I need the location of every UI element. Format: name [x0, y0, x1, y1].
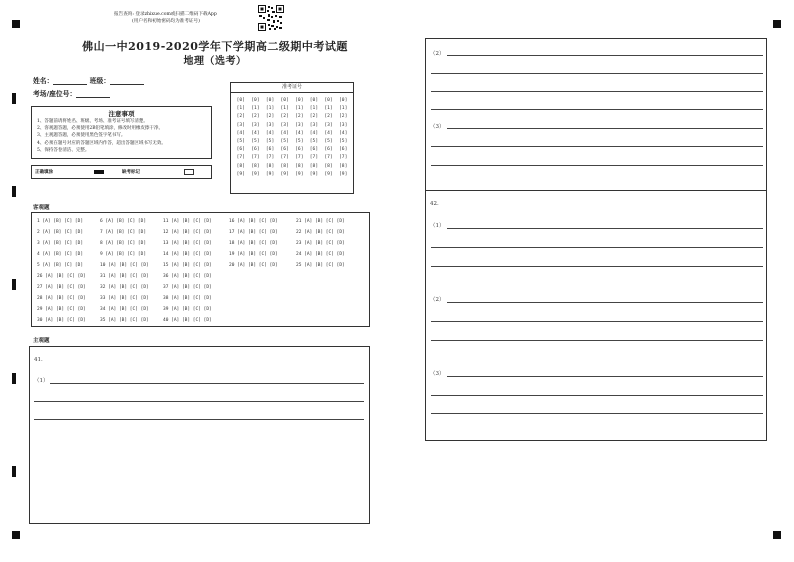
admission-digit-bubble[interactable]: [5] — [295, 139, 304, 145]
admission-digit-bubble[interactable]: [0] — [236, 98, 245, 103]
objective-section-label: 客观题 — [33, 205, 50, 211]
mc-question-row[interactable]: 21 [A] [B] [C] [D] — [296, 219, 345, 224]
admission-digit-bubble[interactable]: [1] — [324, 106, 333, 112]
admission-digit-bubble[interactable]: [8] — [236, 163, 245, 169]
mc-question-row[interactable]: 25 [A] [B] [C] [D] — [296, 263, 345, 268]
answer-line[interactable] — [447, 55, 763, 56]
name-label: 姓名： — [33, 77, 54, 85]
mc-question-row[interactable]: 36 [A] [B] [C] [D] — [163, 274, 212, 279]
mc-question-row[interactable]: 29 [A] [B] [C] [D] — [37, 307, 86, 312]
q41-part3-label: （3） — [430, 124, 445, 130]
notice-title: 注意事项 — [108, 110, 135, 118]
answer-line[interactable] — [447, 302, 763, 303]
admission-digit-bubble[interactable]: [5] — [339, 139, 348, 145]
exam-title: 佛山一中2019-2020学年下学期高二级期中考试题 — [82, 40, 348, 53]
answer-line[interactable] — [431, 247, 763, 248]
q41-continued-box[interactable] — [425, 38, 767, 191]
side-mark — [12, 186, 16, 197]
correct-fill-label: 正确填涂 — [35, 170, 53, 175]
admission-digit-bubble[interactable]: [0] — [339, 98, 348, 103]
admission-digit-bubble[interactable]: [5] — [265, 139, 275, 145]
score-query-sub: (用户名和初始密码均为准考证号) — [132, 19, 200, 24]
admission-digit-bubble[interactable]: [0] — [265, 98, 275, 103]
admission-digit-bubble[interactable]: [4] — [236, 130, 245, 136]
q42-part2-label: （2） — [430, 297, 445, 303]
admission-digit-bubble[interactable]: [5] — [251, 139, 260, 145]
admission-number-box — [230, 82, 354, 194]
admission-digit-bubble[interactable]: [8] — [251, 163, 260, 169]
admission-digit-bubble[interactable]: [4] — [309, 130, 319, 136]
admission-digit-bubble[interactable]: [8] — [295, 163, 304, 169]
side-mark — [12, 93, 16, 104]
admission-digit-bubble[interactable]: [8] — [265, 163, 275, 169]
q41-answer-box[interactable] — [29, 346, 370, 524]
admission-digit-bubble[interactable]: [0] — [280, 98, 289, 103]
objective-answer-box — [31, 212, 370, 327]
mc-question-row[interactable]: 37 [A] [B] [C] [D] — [163, 285, 212, 290]
admission-digit-bubble[interactable]: [9] — [280, 171, 289, 177]
admission-digit-grid[interactable] — [231, 93, 353, 178]
mc-question-row[interactable]: 5 [A] [B] [C] [D] — [37, 263, 84, 268]
mc-question-row[interactable]: 28 [A] [B] [C] [D] — [37, 296, 86, 301]
mc-question-row[interactable]: 31 [A] [B] [C] [D] — [100, 274, 149, 279]
admission-digit-bubble[interactable]: [6] — [236, 147, 245, 153]
corner-mark — [12, 531, 20, 539]
q42-answer-box[interactable] — [425, 190, 767, 441]
mc-question-row[interactable]: 14 [A] [B] [C] [D] — [163, 252, 212, 257]
admission-digit-bubble[interactable]: [5] — [324, 139, 333, 145]
mc-question-row[interactable]: 16 [A] [B] [C] [D] — [229, 219, 278, 224]
admission-digit-bubble[interactable]: [3] — [339, 122, 348, 128]
mc-question-row[interactable]: 39 [A] [B] [C] [D] — [163, 307, 212, 312]
mc-question-row[interactable]: 26 [A] [B] [C] [D] — [37, 274, 86, 279]
exam-subtitle: 地理（选考） — [183, 56, 247, 67]
admission-digit-bubble[interactable]: [2] — [309, 114, 319, 120]
admission-digit-bubble[interactable]: [1] — [339, 106, 348, 112]
q41-number: 41. — [34, 357, 43, 363]
admission-digit-bubble[interactable]: [9] — [324, 171, 333, 177]
mc-question-row[interactable]: 9 [A] [B] [C] [D] — [100, 252, 147, 257]
admission-digit-bubble[interactable]: [3] — [236, 122, 245, 128]
notice-item: 2、客观题答题，必须使用2B铅笔填涂，修改时用橡皮擦干净。 — [37, 126, 164, 132]
notice-box — [31, 106, 212, 159]
admission-digit-bubble[interactable]: [2] — [324, 114, 333, 120]
admission-digit-bubble[interactable]: [6] — [265, 147, 275, 153]
admission-digit-bubble[interactable]: [2] — [251, 114, 260, 120]
mc-question-row[interactable]: 22 [A] [B] [C] [D] — [296, 230, 345, 235]
admission-digit-bubble[interactable]: [1] — [295, 106, 304, 112]
admission-digit-bubble[interactable]: [1] — [280, 106, 289, 112]
mc-question-row[interactable]: 4 [A] [B] [C] [D] — [37, 252, 84, 257]
answer-line[interactable] — [50, 383, 364, 384]
admission-digit-bubble[interactable]: [6] — [324, 147, 333, 153]
admission-digit-bubble[interactable]: [4] — [295, 130, 304, 136]
absent-mark-box[interactable] — [184, 169, 194, 175]
mc-question-row[interactable]: 23 [A] [B] [C] [D] — [296, 241, 345, 246]
admission-digit-bubble[interactable]: [0] — [324, 98, 333, 103]
admission-digit-bubble[interactable]: [7] — [251, 155, 260, 161]
mc-question-row[interactable]: 35 [A] [B] [C] [D] — [100, 318, 149, 323]
admission-digit-bubble[interactable]: [8] — [280, 163, 289, 169]
mc-question-row[interactable]: 32 [A] [B] [C] [D] — [100, 285, 149, 290]
seat-label: 考场/座位号： — [33, 90, 77, 98]
notice-item: 4、必须在题号对应的答题区域内作答，超出答题区域书写无效。 — [37, 140, 166, 146]
admission-digit-bubble[interactable]: [4] — [324, 130, 333, 136]
admission-digit-bubble[interactable]: [7] — [236, 155, 245, 161]
answer-line[interactable] — [431, 73, 763, 74]
answer-line[interactable] — [431, 413, 763, 414]
admission-digit-bubble[interactable]: [3] — [280, 122, 289, 128]
admission-digit-bubble[interactable]: [6] — [295, 147, 304, 153]
side-mark — [12, 279, 16, 290]
score-query-line: 报告查询: 登录zhixue.com或扫描二维码下载App — [114, 12, 217, 17]
admission-digit-bubble[interactable]: [9] — [295, 171, 304, 177]
fill-sample-box — [31, 165, 212, 179]
admission-digit-bubble[interactable]: [5] — [309, 139, 319, 145]
mc-question-row[interactable]: 1 [A] [B] [C] [D] — [37, 219, 84, 224]
admission-digit-bubble[interactable]: [1] — [309, 106, 319, 112]
answer-line[interactable] — [431, 146, 763, 147]
answer-line[interactable] — [34, 401, 364, 402]
admission-digit-bubble[interactable]: [3] — [251, 122, 260, 128]
admission-digit-bubble[interactable]: [6] — [339, 147, 348, 153]
seat-field[interactable] — [33, 88, 110, 98]
admission-digit-bubble[interactable]: [6] — [309, 147, 319, 153]
mc-question-row[interactable]: 12 [A] [B] [C] [D] — [163, 230, 212, 235]
admission-digit-bubble[interactable]: [9] — [339, 171, 348, 177]
mc-question-row[interactable]: 15 [A] [B] [C] [D] — [163, 263, 212, 268]
side-mark — [12, 466, 16, 477]
answer-line[interactable] — [431, 340, 763, 341]
admission-digit-bubble[interactable]: [3] — [265, 122, 275, 128]
corner-mark — [12, 20, 20, 28]
mc-question-row[interactable]: 20 [A] [B] [C] [D] — [229, 263, 278, 268]
admission-digit-bubble[interactable]: [9] — [236, 171, 245, 177]
admission-digit-bubble[interactable]: [8] — [324, 163, 333, 169]
answer-line[interactable] — [431, 165, 763, 166]
notice-item: 1、答题前请将姓名、班级、考场、准考证号填写清楚。 — [37, 119, 148, 124]
q42-part3-label: （3） — [430, 371, 445, 377]
mc-question-row[interactable]: 17 [A] [B] [C] [D] — [229, 230, 278, 235]
admission-digit-bubble[interactable]: [2] — [339, 114, 348, 120]
admission-digit-bubble[interactable]: [9] — [251, 171, 260, 177]
mc-question-row[interactable]: 40 [A] [B] [C] [D] — [163, 318, 212, 323]
admission-digit-bubble[interactable]: [7] — [265, 155, 275, 161]
admission-title: 准考证号 — [231, 83, 353, 93]
admission-digit-bubble[interactable]: [3] — [309, 122, 319, 128]
admission-digit-bubble[interactable]: [1] — [265, 106, 275, 112]
admission-digit-bubble[interactable]: [3] — [324, 122, 333, 128]
mc-question-row[interactable]: 2 [A] [B] [C] [D] — [37, 230, 84, 235]
mc-question-row[interactable]: 33 [A] [B] [C] [D] — [100, 296, 149, 301]
admission-digit-bubble[interactable]: [2] — [265, 114, 275, 120]
admission-digit-bubble[interactable]: [8] — [339, 163, 348, 169]
q42-part1-label: （1） — [430, 223, 445, 229]
admission-digit-bubble[interactable]: [4] — [280, 130, 289, 136]
name-field[interactable] — [33, 75, 144, 85]
admission-digit-bubble[interactable]: [4] — [251, 130, 260, 136]
mc-question-row[interactable]: 27 [A] [B] [C] [D] — [37, 285, 86, 290]
subjective-section-label: 主观题 — [33, 338, 50, 344]
answer-line[interactable] — [447, 228, 763, 229]
admission-digit-bubble[interactable]: [2] — [295, 114, 304, 120]
admission-digit-bubble[interactable]: [6] — [251, 147, 260, 153]
admission-digit-bubble[interactable]: [2] — [236, 114, 245, 120]
admission-digit-bubble[interactable]: [3] — [295, 122, 304, 128]
answer-line[interactable] — [431, 395, 763, 396]
answer-line[interactable] — [431, 109, 763, 110]
mc-question-row[interactable]: 19 [A] [B] [C] [D] — [229, 252, 278, 257]
side-mark — [12, 373, 16, 384]
admission-digit-bubble[interactable]: [6] — [280, 147, 289, 153]
absent-mark-label: 缺考标记 — [122, 170, 140, 175]
answer-line[interactable] — [431, 91, 763, 92]
admission-digit-bubble[interactable]: [1] — [236, 106, 245, 112]
answer-line[interactable] — [431, 266, 763, 267]
admission-digit-bubble[interactable]: [1] — [251, 106, 260, 112]
mc-question-row[interactable]: 30 [A] [B] [C] [D] — [37, 318, 86, 323]
q41-part2-label: （2） — [430, 51, 445, 57]
admission-digit-bubble[interactable]: [2] — [280, 114, 289, 120]
admission-digit-bubble[interactable]: [7] — [280, 155, 289, 161]
admission-digit-bubble[interactable]: [7] — [309, 155, 319, 161]
q42-number: 42. — [430, 201, 439, 207]
class-label: 班级： — [89, 77, 111, 85]
admission-digit-bubble[interactable]: [7] — [295, 155, 304, 161]
admission-digit-bubble[interactable]: [4] — [339, 130, 348, 136]
mc-question-row[interactable]: 10 [A] [B] [C] [D] — [100, 263, 149, 268]
admission-digit-bubble[interactable]: [9] — [309, 171, 319, 177]
mc-question-row[interactable]: 3 [A] [B] [C] [D] — [37, 241, 84, 246]
qr-code — [258, 5, 284, 31]
corner-mark — [773, 531, 781, 539]
admission-digit-bubble[interactable]: [7] — [339, 155, 348, 161]
admission-digit-bubble[interactable]: [0] — [309, 98, 319, 103]
answer-line[interactable] — [447, 128, 763, 129]
answer-line[interactable] — [431, 321, 763, 322]
answer-line[interactable] — [447, 376, 763, 377]
notice-item: 3、主观题答题，必须使用黑色签字笔书写。 — [37, 133, 126, 139]
correct-fill-sample — [94, 170, 104, 174]
admission-digit-bubble[interactable]: [9] — [265, 171, 275, 177]
corner-mark — [773, 20, 781, 28]
mc-question-row[interactable]: 24 [A] [B] [C] [D] — [296, 252, 345, 257]
mc-question-row[interactable]: 11 [A] [B] [C] [D] — [163, 219, 212, 224]
mc-question-row[interactable]: 18 [A] [B] [C] [D] — [229, 241, 278, 246]
answer-line[interactable] — [34, 419, 364, 420]
admission-digit-bubble[interactable]: [5] — [236, 139, 245, 145]
mc-question-row[interactable]: 13 [A] [B] [C] [D] — [163, 241, 212, 246]
admission-digit-bubble[interactable]: [7] — [324, 155, 333, 161]
mc-question-row[interactable]: 34 [A] [B] [C] [D] — [100, 307, 149, 312]
admission-digit-bubble[interactable]: [0] — [251, 98, 260, 103]
mc-question-row[interactable]: 7 [A] [B] [C] [D] — [100, 230, 147, 235]
admission-digit-bubble[interactable]: [5] — [280, 139, 289, 145]
admission-digit-bubble[interactable]: [4] — [265, 130, 275, 136]
admission-digit-bubble[interactable]: [8] — [309, 163, 319, 169]
admission-digit-bubble[interactable]: [0] — [295, 98, 304, 103]
mc-question-row[interactable]: 6 [A] [B] [C] [D] — [100, 219, 147, 224]
mc-question-row[interactable]: 8 [A] [B] [C] [D] — [100, 241, 147, 246]
notice-item: 5、保持答卷清洁、完整。 — [37, 147, 90, 153]
mc-question-row[interactable]: 38 [A] [B] [C] [D] — [163, 296, 212, 301]
q41-part1-label: （1） — [34, 378, 49, 384]
